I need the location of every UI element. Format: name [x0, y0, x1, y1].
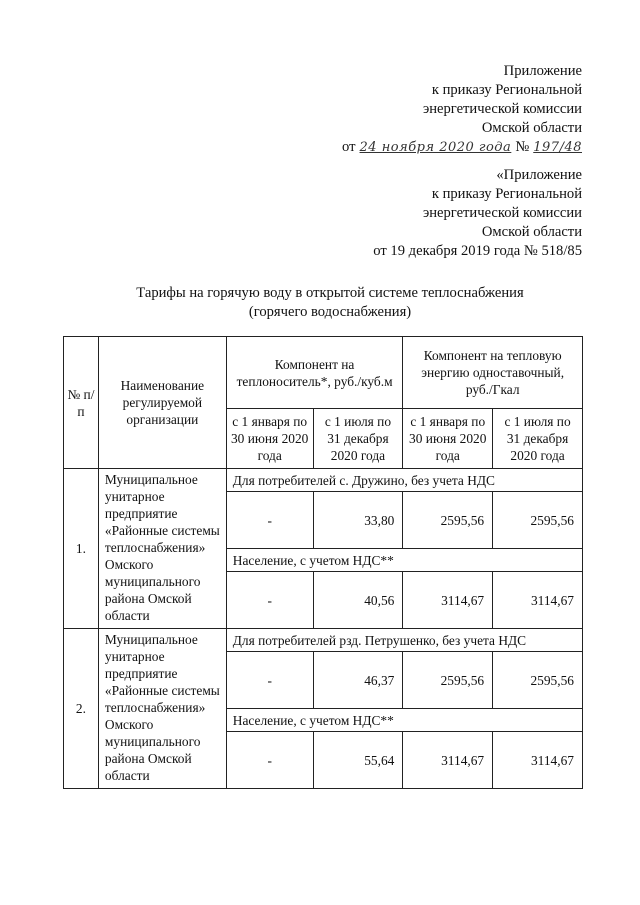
tariff-value: - [226, 732, 313, 789]
consumer-group-label: Население, с учетом НДС** [226, 709, 582, 732]
header-energy: Компонент на тепловую энергию одноставочный, руб./Гкал [403, 337, 583, 409]
table-row [64, 469, 583, 492]
appendix-line: «Приложение [496, 167, 582, 183]
tariff-value: 2595,56 [493, 652, 583, 709]
tariff-value: 2595,56 [403, 652, 493, 709]
tariff-value: 33,80 [313, 492, 403, 549]
consumer-group-label: Население, с учетом НДС** [226, 549, 582, 572]
period-header: с 1 июля по 31 декабря 2020 года [313, 409, 403, 469]
period-header: с 1 января по 30 июня 2020 года [403, 409, 493, 469]
handwritten-number: 197/48 [533, 140, 582, 155]
period-header: с 1 января по 30 июня 2020 года [226, 409, 313, 469]
appendix-line: от 19 декабря 2019 года № 518/85 [373, 243, 582, 259]
tariff-value: 55,64 [313, 732, 403, 789]
appendix-line: Омской области [481, 224, 582, 240]
appendix-header-old [373, 166, 582, 261]
appendix-line: Омской области [481, 120, 582, 136]
number-prefix: № [515, 139, 530, 155]
header-carrier: Компонент на теплоноситель*, руб./куб.м [226, 337, 403, 409]
date-prefix: от [342, 139, 356, 155]
tariff-value: - [226, 572, 313, 629]
tariff-value: 2595,56 [493, 492, 583, 549]
row-number: 1. [64, 469, 99, 629]
tariff-value: - [226, 492, 313, 549]
tariff-value: 3114,67 [493, 732, 583, 789]
table-row [64, 629, 583, 652]
appendix-line: энергетической комиссии [422, 205, 582, 221]
tariff-value: - [226, 652, 313, 709]
period-header: с 1 июля по 31 декабря 2020 года [493, 409, 583, 469]
appendix-line: энергетической комиссии [422, 101, 582, 117]
tariffs-table [63, 336, 583, 789]
row-number: 2. [64, 629, 99, 789]
document-title [60, 284, 600, 322]
tariff-value: 3114,67 [493, 572, 583, 629]
consumer-group-label: Для потребителей с. Дружино, без учета НДС [226, 469, 582, 492]
appendix-line: Приложение [503, 63, 582, 79]
tariff-value: 3114,67 [403, 572, 493, 629]
handwritten-date: 24 ноября 2020 года [359, 140, 512, 155]
appendix-header-new [342, 62, 582, 157]
order-date-line [342, 138, 582, 157]
tariff-value: 46,37 [313, 652, 403, 709]
tariff-value: 3114,67 [403, 732, 493, 789]
header-org: Наименование регулируемой организации [98, 337, 226, 469]
consumer-group-label: Для потребителей рзд. Петрушенко, без учета НДС [226, 629, 582, 652]
organization-name: Муниципальное унитарное предприятие «Районные системы теплоснабжения» Омского муниципального района Омской области [98, 629, 226, 789]
tariff-value: 2595,56 [403, 492, 493, 549]
appendix-line: к приказу Региональной [431, 82, 582, 98]
header-num: № п/п [64, 337, 99, 469]
title-line-1: Тарифы на горячую воду в открытой системе теплоснабжения [136, 285, 524, 301]
title-line-2: (горячего водоснабжения) [248, 304, 412, 320]
tariff-value: 40,56 [313, 572, 403, 629]
organization-name: Муниципальное унитарное предприятие «Районные системы теплоснабжения» Омского муниципального района Омской области [98, 469, 226, 629]
appendix-line: к приказу Региональной [431, 186, 582, 202]
